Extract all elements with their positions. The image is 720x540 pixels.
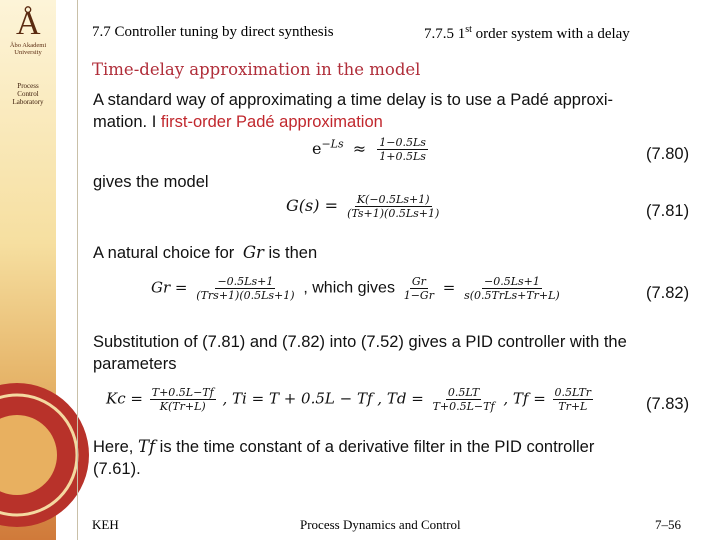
lab-line-2: Control [17, 90, 39, 98]
lab-name [0, 82, 56, 106]
eq-number-7-82: (7.82) [646, 284, 690, 302]
eq82-equals: = [442, 278, 456, 297]
footer-author: KEH [92, 517, 119, 532]
subsection-prefix: 7.7.5 1 [424, 26, 466, 42]
eq83-num2: 0.5LT [447, 386, 480, 399]
footer-course: Process Dynamics and Control [300, 517, 461, 532]
eq83-fraction-3 [553, 386, 594, 413]
tf-inline: Tf [137, 437, 156, 456]
eq82-fraction-1 [194, 275, 296, 302]
university-name [2, 42, 54, 56]
eq83-fraction-1 [150, 386, 216, 413]
eq82-gr: Gr = [151, 278, 188, 297]
eq82-which-gives: , which gives [303, 279, 395, 297]
eq-number-7-81: (7.81) [646, 202, 690, 220]
abo-akademi-crest-icon [13, 4, 43, 40]
pade-highlight: first-order Padé approximation [160, 113, 383, 131]
eq83-tf: , Tf = [503, 389, 546, 408]
eq83-num3: 0.5LTr [554, 386, 592, 399]
paragraph-5-text: Here, [93, 438, 138, 456]
eq80-den: 1+0.5Ls [379, 150, 426, 163]
eq83-kc: Kc = [106, 389, 143, 408]
eq81-den: (Ts+1)(0.5Ls+1) [347, 207, 440, 220]
subsection-header [424, 24, 630, 43]
divider-line [77, 0, 78, 540]
paragraph-1b [93, 111, 383, 133]
footer-page-number: 7–56 [655, 517, 681, 532]
eq83-den3: Tr+L [558, 400, 588, 413]
university-line-1: Åbo Akademi [9, 42, 47, 49]
slide-title: Time-delay approximation in the model [92, 60, 421, 79]
eq82-num1: −0.5Ls+1 [217, 275, 274, 288]
eq82-fraction-3 [462, 275, 562, 302]
svg-text:Å: Å [16, 5, 41, 40]
university-line-2: University [14, 49, 42, 56]
eq80-exponent: −Ls [321, 137, 344, 151]
paragraph-5a [93, 436, 594, 458]
eq81-num: K(−0.5Ls+1) [356, 193, 430, 206]
paragraph-5-end: is the time constant of a derivative filter in the PID controller [155, 438, 595, 456]
eq82-den2: 1−Gr [403, 289, 434, 302]
eq81-lhs: G(s) = [286, 196, 338, 215]
equation-7-83 [106, 386, 595, 413]
eq82-den1: (Trs+1)(0.5Ls+1) [196, 289, 295, 302]
eq80-approx: ≈ [352, 139, 367, 158]
equation-7-80 [312, 136, 430, 163]
eq83-fraction-2 [431, 386, 497, 413]
eq82-num2: Gr [411, 275, 426, 288]
lab-line-3: Laboratory [12, 98, 44, 106]
paragraph-4a: Substitution of (7.81) and (7.82) into (7.52) gives a PID controller with the [93, 333, 627, 351]
eq83-ti-td: , Ti = T + 0.5L − Tf , Td = [222, 389, 424, 408]
paragraph-5c: (7.61). [93, 460, 141, 478]
equation-7-82 [151, 275, 564, 302]
gr-inline: Gr [242, 243, 264, 262]
university-logo [2, 4, 54, 56]
eq83-num1: T+0.5L−Tf [151, 386, 214, 399]
eq83-den2: T+0.5L−Tf [432, 400, 495, 413]
eq82-fraction-2 [402, 275, 436, 302]
paragraph-3-text: A natural choice for [93, 244, 239, 262]
paragraph-3 [93, 242, 317, 264]
lab-line-1: Process [17, 82, 39, 90]
eq80-lhs: e [312, 139, 322, 158]
eq-number-7-83: (7.83) [646, 395, 690, 413]
paragraph-1b-text: mation. I [93, 113, 161, 131]
paragraph-3-end: is then [263, 244, 318, 262]
sidebar [0, 0, 56, 540]
section-header: 7.7 Controller tuning by direct synthesis [92, 24, 334, 40]
eq83-den1: K(Tr+L) [159, 400, 206, 413]
eq82-den3: s(0.5TrLs+Tr+L) [464, 289, 560, 302]
subsection-suffix: order system with a delay [471, 26, 630, 42]
equation-7-81 [286, 193, 443, 220]
university-seal-icon [0, 380, 92, 530]
paragraph-2: gives the model [93, 173, 209, 191]
subsection-sup: st [465, 24, 472, 35]
eq82-num3: −0.5Ls+1 [483, 275, 540, 288]
eq-number-7-80: (7.80) [646, 145, 690, 163]
eq80-fraction [377, 136, 428, 163]
paragraph-1a: A standard way of approximating a time delay is to use a Padé approxi- [93, 91, 614, 109]
eq81-fraction [345, 193, 441, 220]
eq80-num: 1−0.5Ls [379, 136, 426, 149]
paragraph-4b: parameters [93, 355, 177, 373]
